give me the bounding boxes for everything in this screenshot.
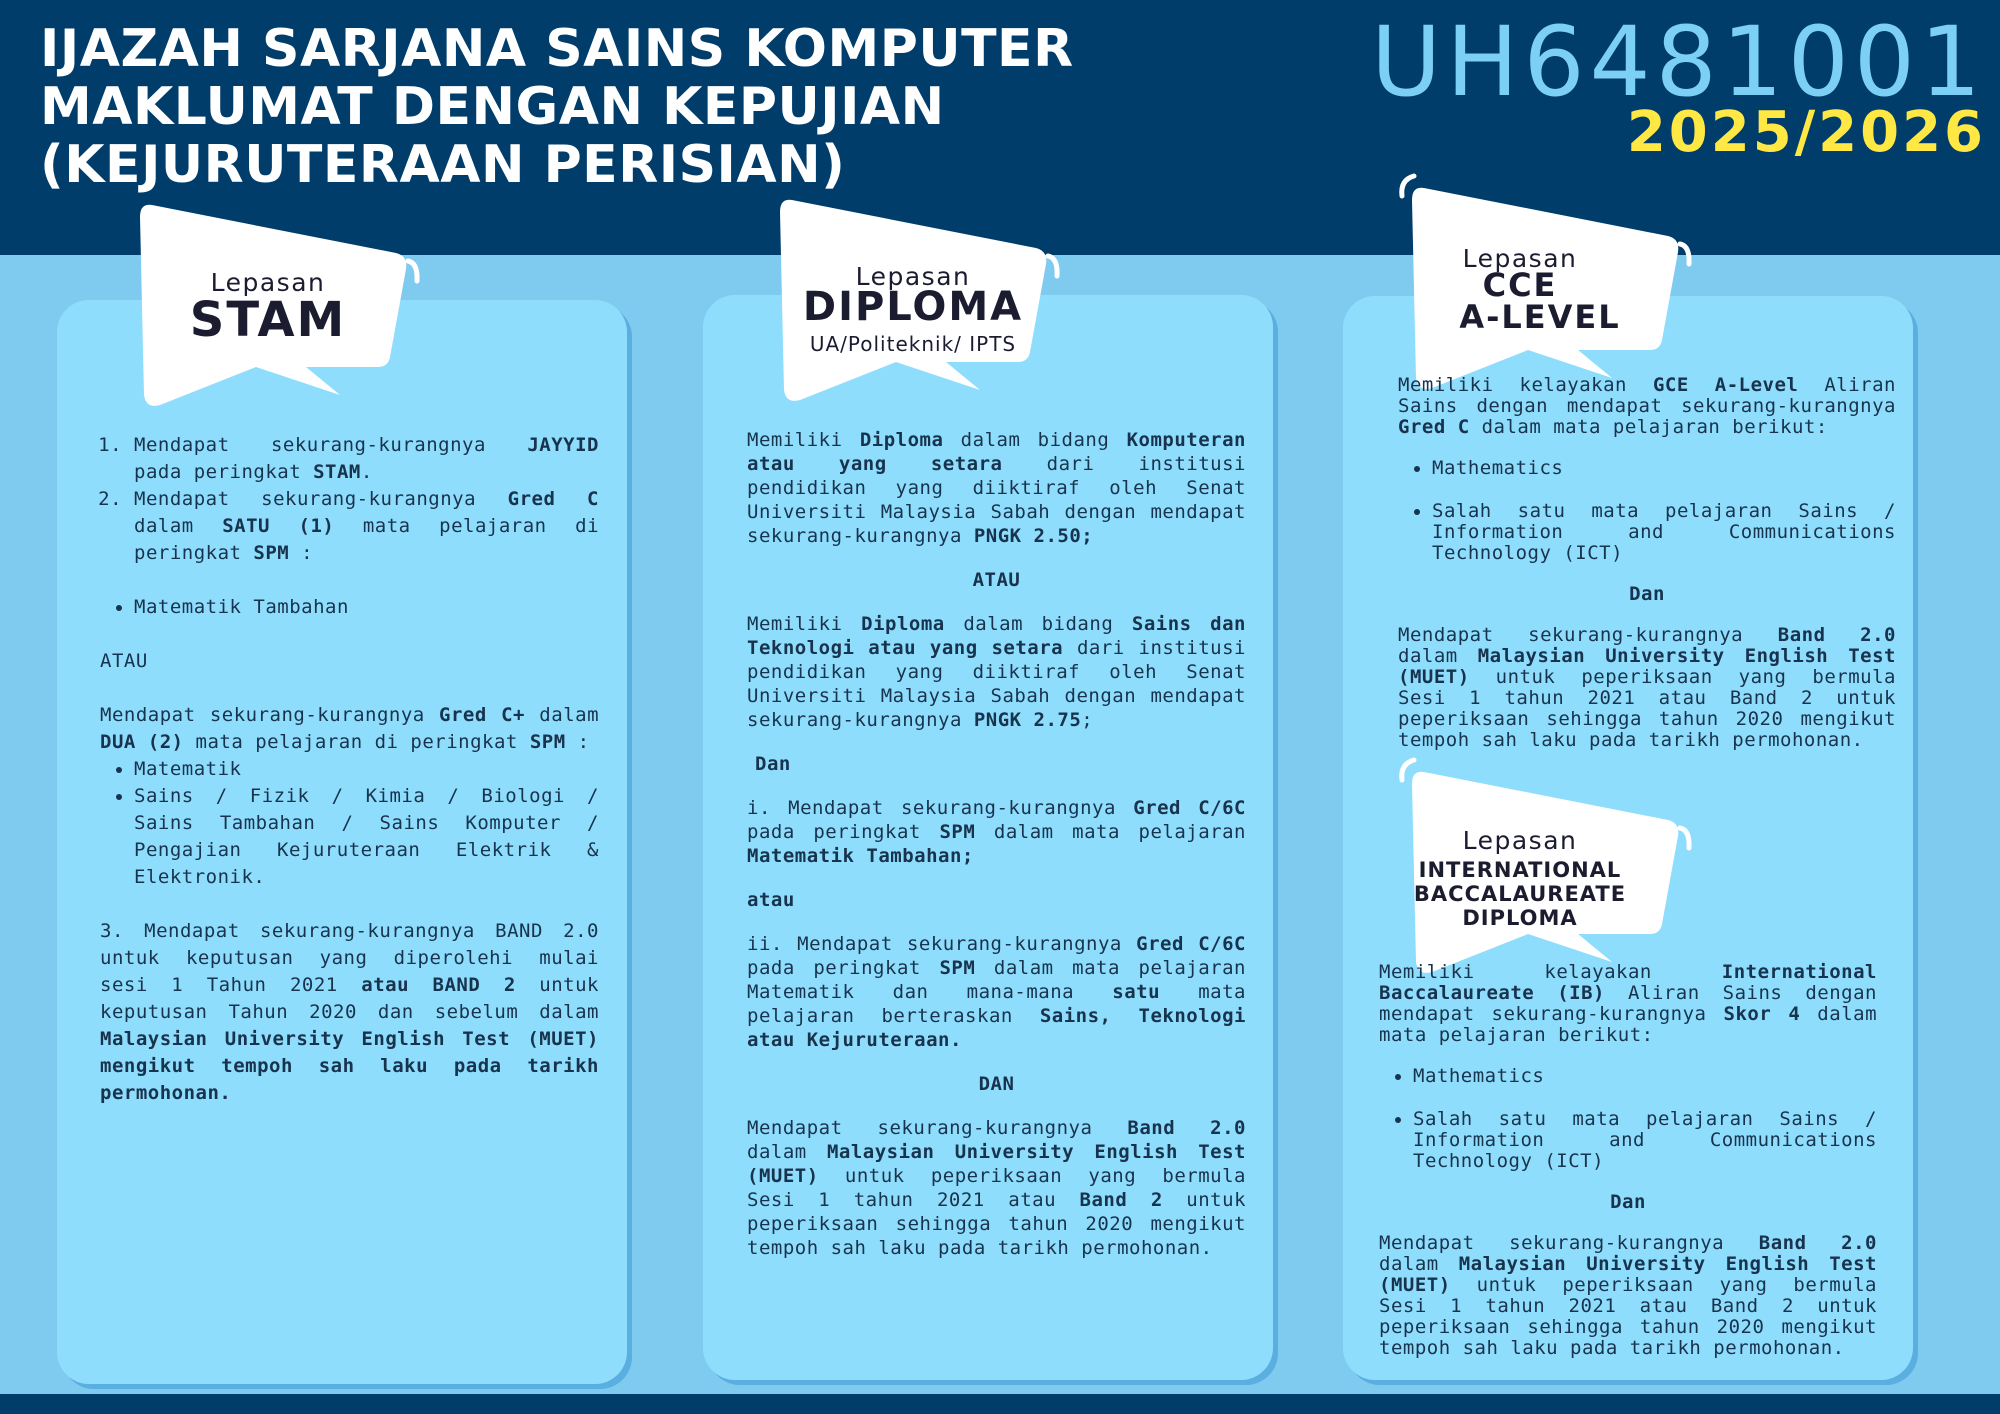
diploma-paragraph-4: ii. Mendapat sekurang-kurangnya Gred C/6C pada peringkat SPM dalam mata pelajaran Matematik dan mana-mana satu mata pelajaran berteraskan Sains, Teknologi atau Kejuruteraan. <box>747 933 1246 1051</box>
ib-bubble-big-1: INTERNATIONAL <box>1418 858 1622 882</box>
alevel-paragraph-2: Mendapat sekurang-kurangnya Band 2.0 dalam Malaysian University English Test (MUET) untuk peperiksaan yang bermula Sesi 1 tahun 2021 atau Band 2 untuk peperiksaan sehingga tahun 2020 mengikut tempoh sah laku pada tarikh permohonan. <box>1398 624 1896 751</box>
diploma-paragraph-2: Memiliki Diploma dalam bidang Sains dan Teknologi atau yang setara dari institusi pendidikan yang diiktiraf oleh Senat Universiti Malaysia Sabah dengan mendapat sekurang-kurangnya PNGK 2.75; <box>747 613 1246 731</box>
diploma-atau-1: ATAU <box>972 569 1021 591</box>
alevel-requirements <box>1398 375 1896 751</box>
title-line-1: IJAZAH SARJANA SAINS KOMPUTER <box>40 19 1074 79</box>
ib-bubble-big-3: DIPLOMA <box>1462 906 1578 930</box>
list-item: 1. Mendapat sekurang-kurangnya JAYYID pada peringkat STAM. <box>134 432 599 486</box>
list-item: • Sains / Fizik / Kimia / Biologi / Sains Tambahan / Sains Komputer / Pengajian Kejuruteraan Elektrik & Elektronik. <box>134 783 599 891</box>
stam-speech-bubble <box>138 205 428 410</box>
stam-bullet-list-1 <box>100 594 599 621</box>
session-year: 2025/2026 <box>1626 100 1986 165</box>
list-item: 2. Mendapat sekurang-kurangnya Gred C dalam SATU (1) mata pelajaran di peringkat SPM : <box>134 486 599 567</box>
alevel-paragraph-1: Memiliki kelayakan GCE A-Level Aliran Sains dengan mendapat sekurang-kurangnya Gred C dalam mata pelajaran berikut: <box>1398 374 1896 438</box>
ib-dan: Dan <box>1610 1191 1646 1213</box>
alevel-bubble-small: Lepasan <box>1462 244 1578 273</box>
stam-requirements <box>100 432 599 1107</box>
alevel-bullet-list <box>1398 458 1896 564</box>
diploma-paragraph-3: i. Mendapat sekurang-kurangnya Gred C/6C pada peringkat SPM dalam mata pelajaran Matematik Tambahan; <box>747 797 1246 867</box>
alevel-dan: Dan <box>1629 583 1665 605</box>
title-line-3: (KEJURUTERAAN PERISIAN) <box>40 135 846 195</box>
ib-requirements <box>1379 962 1877 1359</box>
ib-paragraph-2: Mendapat sekurang-kurangnya Band 2.0 dalam Malaysian University English Test (MUET) untuk peperiksaan yang bermula Sesi 1 tahun 2021 atau Band 2 untuk peperiksaan sehingga tahun 2020 mengikut tempoh sah laku pada tarikh permohonan. <box>1379 1232 1877 1359</box>
stam-atau: ATAU <box>100 650 148 672</box>
stam-bubble-small: Lepasan <box>210 268 326 297</box>
ib-bullet-list <box>1379 1066 1877 1172</box>
ib-bubble-big-2: BACCALAUREATE <box>1413 882 1627 906</box>
title-line-2: MAKLUMAT DENGAN KEPUJIAN <box>40 77 945 137</box>
stam-bullet-list-2 <box>100 756 599 891</box>
list-item: • Salah satu mata pelajaran Sains / Information and Communications Technology (ICT) <box>1413 1109 1877 1172</box>
diploma-paragraph-5: Mendapat sekurang-kurangnya Band 2.0 dalam Malaysian University English Test (MUET) untuk peperiksaan yang bermula Sesi 1 tahun 2021 atau Band 2 untuk peperiksaan sehingga tahun 2020 mengikut tempoh sah laku pada tarikh permohonan. <box>747 1117 1247 1259</box>
diploma-dan-2: DAN <box>978 1073 1015 1095</box>
diploma-speech-bubble <box>778 200 1068 405</box>
diploma-atau-2: atau <box>747 889 795 911</box>
list-item: • Mathematics <box>1413 1066 1877 1087</box>
alevel-bubble-big-1: CCE <box>1482 266 1558 304</box>
page-title <box>40 20 1074 194</box>
diploma-requirements <box>747 428 1246 1260</box>
ib-paragraph-1: Memiliki kelayakan International Baccalaureate (IB) Aliran Sains dengan mendapat sekurang-kurangnya Skor 4 dalam mata pelajaran berikut: <box>1379 961 1878 1046</box>
list-item: • Mathematics <box>1432 458 1896 479</box>
stam-numbered-list <box>100 432 599 567</box>
stam-paragraph: Mendapat sekurang-kurangnya Gred C+ dalam DUA (2) mata pelajaran di peringkat SPM : <box>100 704 600 753</box>
alevel-bubble-big-2: A-LEVEL <box>1459 298 1621 336</box>
stam-bubble-big: STAM <box>189 292 347 348</box>
ib-bubble-small: Lepasan <box>1462 826 1578 855</box>
diploma-bubble-sub: UA/Politeknik/ IPTS <box>809 332 1017 356</box>
list-item: • Matematik Tambahan <box>134 594 599 621</box>
list-item: • Matematik <box>134 756 599 783</box>
diploma-bubble-big: DIPLOMA <box>802 284 1024 330</box>
diploma-bubble-small: Lepasan <box>855 262 971 291</box>
program-code: UH6481001 <box>1371 6 1986 118</box>
stam-muet-paragraph: 3. Mendapat sekurang-kurangnya BAND 2.0 untuk keputusan yang diperolehi mulai sesi 1 Tahun 2021 atau BAND 2 untuk keputusan Tahun 2020 dan sebelum dalam Malaysian University English Test (MUET) mengikut tempoh sah laku pada tarikh permohonan. <box>100 920 599 1104</box>
alevel-speech-bubble <box>1410 188 1700 388</box>
diploma-paragraph-1: Memiliki Diploma dalam bidang Komputeran atau yang setara dari institusi pendidikan yang diiktiraf oleh Senat Universiti Malaysia Sabah dengan mendapat sekurang-kurangnya PNGK 2.50; <box>747 429 1246 547</box>
ib-speech-bubble <box>1410 772 1700 972</box>
diploma-dan-1: Dan <box>755 753 791 775</box>
footer-bar <box>0 1394 2000 1414</box>
list-item: • Salah satu mata pelajaran Sains / Information and Communications Technology (ICT) <box>1432 501 1896 564</box>
